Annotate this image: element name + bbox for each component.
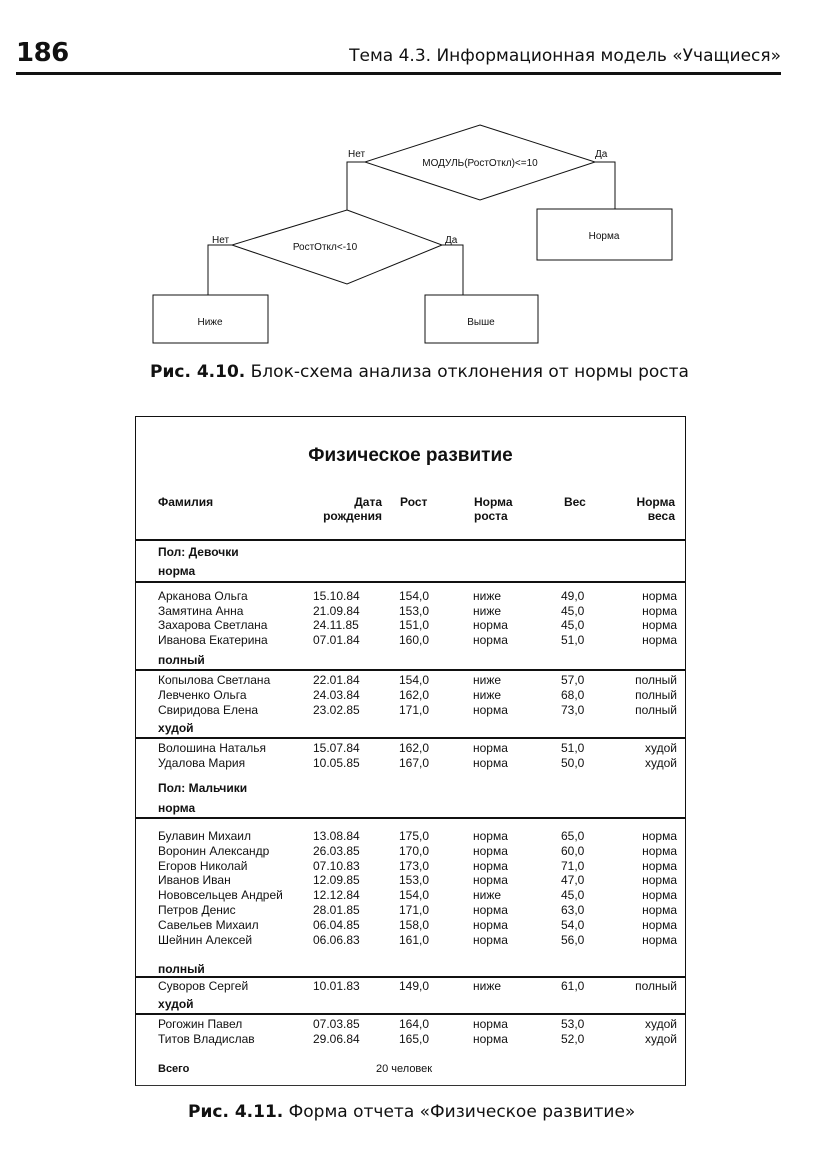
subgroup-boys-norma: норма [158,801,196,815]
cell-weight: 45,0 [561,618,585,633]
table-row [136,873,685,888]
cell-height: 149,0 [399,979,430,993]
cell-height: 164,0 [399,1017,430,1031]
cell-weight: 54,0 [561,917,585,932]
cell-weight-norm: норма [642,589,677,603]
cell-height-norm: норма [473,917,508,932]
cell-birthdate: 15.07.84 [313,741,360,755]
cell-height-norm: норма [473,829,508,843]
cell-height: 165,0 [399,1031,430,1046]
caption-label: Рис. 4.10. [150,362,246,382]
cell-weight-norm: полный [635,687,677,702]
cell-birthdate: 10.01.83 [313,979,360,993]
cell-height: 175,0 [399,829,430,843]
cell-birthdate: 07.03.85 [313,1017,360,1031]
cell-name: Свиридова Елена [158,702,259,717]
cell-name: Арканова Ольга [158,589,248,603]
divider [136,1013,685,1015]
cell-height-norm: норма [473,755,508,770]
cell-name: Шейнин Алексей [158,932,253,947]
vyshe-box-label: Выше [467,317,495,328]
nizhe-box-label: Ниже [197,317,223,328]
cell-height: 160,0 [399,633,430,648]
table-row [136,979,685,994]
table-row [136,888,685,903]
divider [136,976,685,978]
decision2-label: РостОткл<-10 [292,242,358,253]
cell-weight: 53,0 [561,1017,585,1031]
cell-height: 158,0 [399,917,430,932]
cell-weight-norm: худой [645,1031,677,1046]
cell-height-norm: норма [473,843,508,858]
table-row [136,633,685,648]
cell-height: 171,0 [399,903,430,917]
subgroup-girls-hudoy: худой [158,721,194,735]
col-header-weight-norm-line2: веса [647,509,675,523]
decision1-no-label: Нет [348,149,366,160]
cell-weight-norm: худой [645,1017,677,1031]
cell-height-norm: ниже [473,979,502,993]
cell-height-norm: ниже [473,687,502,702]
cell-weight-norm: полный [635,979,677,993]
cell-height-norm: норма [473,633,508,648]
cell-weight-norm: норма [642,603,677,618]
table-row [136,604,685,619]
cell-name: Воронин Александр [158,843,270,858]
cell-birthdate: 24.03.84 [313,687,360,702]
cell-name: Копылова Светлана [158,673,271,687]
cell-birthdate: 06.06.83 [313,932,360,947]
cell-height: 170,0 [399,843,430,858]
cell-weight: 73,0 [561,702,585,717]
table-row [136,703,685,718]
caption-label: Рис. 4.11. [188,1102,284,1122]
subgroup-girls-polny: полный [158,653,205,667]
cell-height-norm: норма [473,618,508,633]
header-rule [16,72,781,75]
decision1-label: МОДУЛЬ(РостОткл)<=10 [422,158,538,169]
cell-weight: 57,0 [561,673,585,687]
cell-height-norm: норма [473,1031,508,1046]
table-row [136,618,685,633]
cell-weight: 50,0 [561,755,585,770]
cell-birthdate: 07.01.84 [313,633,360,648]
cell-weight-norm: норма [642,917,677,932]
cell-name: Титов Владислав [158,1031,255,1046]
cell-height-norm: ниже [473,603,502,618]
cell-weight-norm: норма [642,858,677,873]
caption-text: Блок-схема анализа отклонения от нормы роста [245,362,689,382]
subgroup-boys-hudoy: худой [158,997,194,1011]
cell-name: Иванов Иван [158,873,231,888]
cell-height-norm: ниже [473,888,502,903]
running-head: Тема 4.3. Информационная модель «Учащиеся» [349,46,781,66]
cell-name: Левченко Ольга [158,687,247,702]
cell-weight-norm: норма [642,888,677,903]
cell-name: Захарова Светлана [158,618,268,633]
cell-name: Замятина Анна [158,603,244,618]
table-row [136,589,685,604]
divider [136,581,685,583]
cell-height: 154,0 [399,673,430,687]
table-row [136,741,685,756]
cell-height-norm: норма [473,903,508,917]
cell-weight: 71,0 [561,858,585,873]
cell-height: 154,0 [399,589,430,603]
table-row [136,844,685,859]
norma-box-label: Норма [588,231,620,242]
cell-height: 161,0 [399,932,430,947]
cell-birthdate: 23.02.85 [313,702,360,717]
cell-birthdate: 12.12.84 [313,888,360,903]
col-header-birthdate-line1: Дата [354,495,382,509]
table-row [136,903,685,918]
table-row [136,859,685,874]
cell-height-norm: ниже [473,589,502,603]
cell-birthdate: 07.10.83 [313,858,360,873]
group-girls: Пол: Девочки [158,545,239,559]
caption-text: Форма отчета «Физическое развитие» [283,1102,636,1122]
divider [136,737,685,739]
col-header-name: Фамилия [158,495,214,509]
cell-weight: 51,0 [561,741,585,755]
decision1-yes-label: Да [595,149,608,160]
cell-birthdate: 12.09.85 [313,873,360,888]
table-row [136,688,685,703]
cell-weight-norm: худой [645,755,677,770]
flowchart-diagram [140,120,690,350]
cell-name: Суворов Сергей [158,979,249,993]
col-header-height-norm-line2: роста [474,509,508,523]
cell-weight: 51,0 [561,633,585,648]
cell-height: 173,0 [399,858,430,873]
cell-birthdate: 22.01.84 [313,673,360,687]
cell-weight: 61,0 [561,979,585,993]
cell-weight-norm: норма [642,633,677,648]
cell-birthdate: 10.05.85 [313,755,360,770]
cell-name: Иванова Екатерина [158,633,268,648]
cell-weight: 63,0 [561,903,585,917]
cell-height: 154,0 [399,888,430,903]
cell-name: Савельев Михаил [158,917,259,932]
cell-weight: 52,0 [561,1031,585,1046]
table-row [136,918,685,933]
figure-4-11-caption [188,1102,635,1122]
cell-height-norm: норма [473,932,508,947]
cell-name: Волошина Наталья [158,741,267,755]
cell-name: Рогожин Павел [158,1017,243,1031]
subgroup-girls-norma: норма [158,564,196,578]
cell-weight: 65,0 [561,829,585,843]
cell-height-norm: норма [473,741,508,755]
divider [136,669,685,671]
cell-birthdate: 28.01.85 [313,903,360,917]
cell-name: Нововсельцев Андрей [158,888,283,903]
divider [136,817,685,819]
cell-weight-norm: худой [645,741,677,755]
cell-weight: 60,0 [561,843,585,858]
group-boys: Пол: Мальчики [158,781,248,795]
col-header-height-norm-line1: Норма [474,495,513,509]
decision2-yes-label: Да [445,235,458,246]
cell-weight-norm: норма [642,873,677,888]
table-row [136,1017,685,1032]
cell-weight: 68,0 [561,687,585,702]
report-title: Физическое развитие [308,445,513,466]
cell-height: 162,0 [399,687,430,702]
table-row [136,1032,685,1047]
cell-height: 153,0 [399,603,430,618]
cell-weight-norm: полный [635,702,677,717]
subgroup-boys-polny: полный [158,962,205,976]
cell-height-norm: норма [473,702,508,717]
cell-name: Булавин Михаил [158,829,252,843]
cell-height-norm: норма [473,873,508,888]
cell-weight: 56,0 [561,932,585,947]
cell-birthdate: 15.10.84 [313,589,360,603]
cell-name: Егоров Николай [158,858,248,873]
col-header-birthdate-line2: рождения [323,509,382,523]
cell-weight-norm: норма [642,932,677,947]
cell-birthdate: 24.11.85 [313,618,359,633]
total-value: 20 человек [376,1063,433,1075]
total-label: Всего [158,1063,190,1075]
cell-weight-norm: норма [642,843,677,858]
decision2-no-label: Нет [212,235,230,246]
table-row [136,933,685,948]
cell-height: 162,0 [399,741,430,755]
cell-height: 153,0 [399,873,430,888]
col-header-height-norm [474,495,513,523]
cell-height-norm: ниже [473,673,502,687]
cell-weight: 49,0 [561,589,585,603]
page-number: 186 [16,38,69,68]
col-header-height: Рост [400,495,428,509]
col-header-weight-norm-line1: Норма [636,495,675,509]
cell-weight: 45,0 [561,603,585,618]
cell-name: Петров Денис [158,903,236,917]
cell-weight-norm: норма [642,829,677,843]
cell-name: Удалова Мария [158,755,246,770]
cell-weight-norm: норма [642,903,677,917]
col-header-weight-norm [636,495,675,523]
col-header-weight: Вес [564,495,586,509]
cell-height: 171,0 [399,702,430,717]
cell-weight: 45,0 [561,888,585,903]
table-row [136,756,685,771]
report-form [135,416,686,1086]
divider [136,539,685,541]
cell-weight-norm: полный [635,673,677,687]
cell-weight-norm: норма [642,618,677,633]
cell-height-norm: норма [473,858,508,873]
cell-height: 167,0 [399,755,430,770]
figure-4-10-caption [150,362,689,382]
table-row [136,829,685,844]
cell-weight: 47,0 [561,873,585,888]
cell-height: 151,0 [399,618,430,633]
col-header-birthdate [302,495,382,523]
cell-birthdate: 13.08.84 [313,829,360,843]
cell-height-norm: норма [473,1017,508,1031]
cell-birthdate: 06.04.85 [313,917,360,932]
cell-birthdate: 21.09.84 [313,603,360,618]
table-row [136,673,685,688]
cell-birthdate: 29.06.84 [313,1031,360,1046]
cell-birthdate: 26.03.85 [313,843,360,858]
